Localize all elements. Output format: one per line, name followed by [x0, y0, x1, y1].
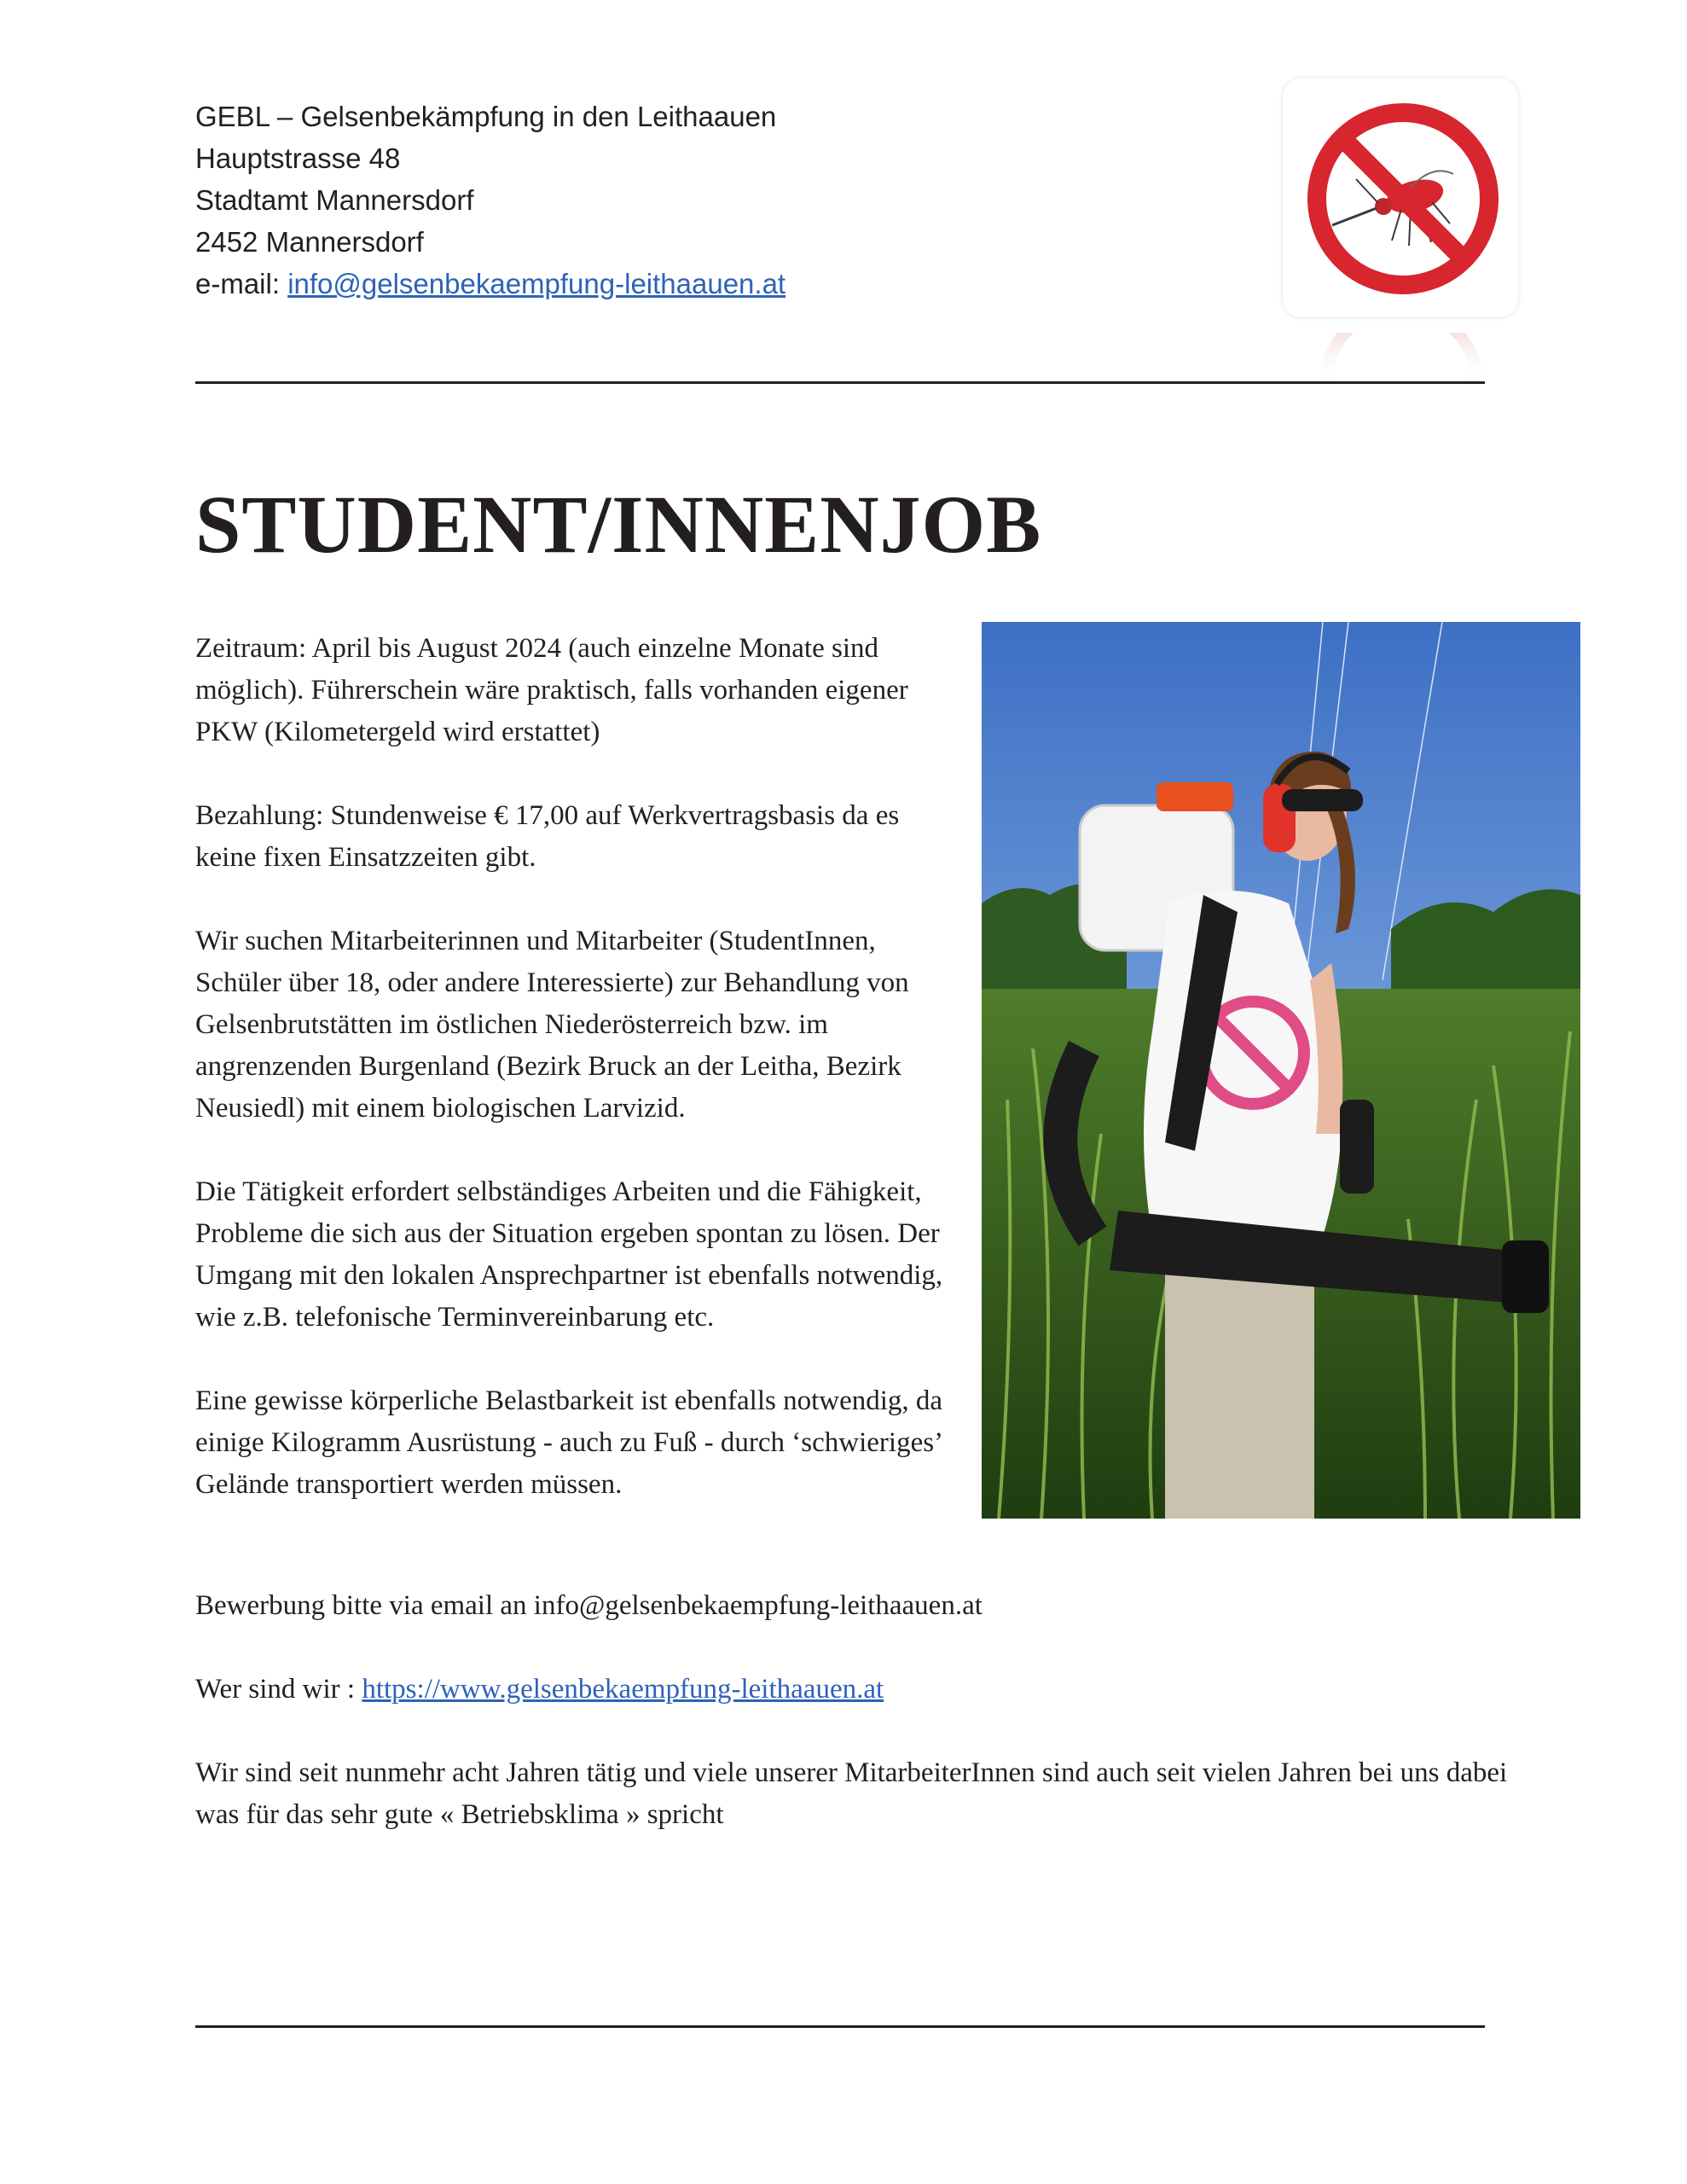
paragraph-bewerbung: Bewerbung bitte via email an info@gelsenbekaempfung-leithaauen.at [195, 1590, 983, 1621]
email-link[interactable]: info@gelsenbekaempfung-leithaauen.at [287, 268, 786, 299]
city-line: 2452 Mannersdorf [195, 226, 424, 258]
student-with-backpack-sprayer-photo [982, 622, 1580, 1519]
website-link[interactable]: https://www.gelsenbekaempfung-leithaauen.at [362, 1674, 884, 1705]
contact-section [195, 1585, 1509, 1878]
street-address: Hauptstrasse 48 [195, 142, 401, 174]
office-name: Stadtamt Mannersdorf [195, 184, 474, 216]
paragraph-wer [195, 1669, 1509, 1711]
paragraph-bezahlung: Bezahlung: Stundenweise € 17,00 auf Werkvertragsbasis da es keine fixen Einsatzzeiten gibt. [195, 800, 900, 873]
email-label: e-mail: [195, 268, 288, 299]
paragraph-zeitraum: Zeitraum: April bis August 2024 (auch einzelne Monate sind möglich). Führerschein wäre praktisch, falls vorhanden eigener PKW (Kilometergeld wird erstattet) [195, 633, 908, 747]
email-line [195, 263, 786, 305]
org-name: GEBL – Gelsenbekämpfung in den Leithaauen [195, 101, 777, 132]
header-divider [195, 381, 1485, 384]
paragraph-seit: Wir sind seit nunmehr acht Jahren tätig und viele unserer MitarbeiterInnen sind auch seit vielen Jahren bei uns dabei was für das sehr gute « Betriebsklima » spricht [195, 1757, 1508, 1830]
page-title: STUDENT/INNENJOB [195, 479, 1042, 570]
paragraph-taetigkeit: Die Tätigkeit erfordert selbständiges Arbeiten und die Fähigkeit, Probleme die sich aus der Situation ergeben spontan zu lösen. Der Umgang mit den lokalen Ansprechpartner ist ebenfalls notwendig, wie z.B. telefonische Terminvereinbarung etc. [195, 1176, 943, 1333]
no-mosquito-icon [1283, 78, 1518, 317]
wer-label: Wer sind wir : [195, 1674, 362, 1705]
paragraph-belastbarkeit: Eine gewisse körperliche Belastbarkeit ist ebenfalls notwendig, da einige Kilogramm Ausrüstung - auch zu Fuß - durch ‘schwieriges’ Gelände transportiert werden müssen. [195, 1385, 943, 1500]
paragraph-suche: Wir suchen Mitarbeiterinnen und Mitarbeiter (StudentInnen, Schüler über 18, oder andere Interessierte) zur Behandlung von Gelsenbrutstätten im östlichen Niederösterreich bzw. im angrenzenden Burgenland (Bezirk Bruck an der Leitha, Bezirk Neusiedl) mit einem biologischen Larvizid. [195, 926, 909, 1124]
job-description [195, 628, 963, 1548]
footer-divider [195, 2025, 1485, 2028]
logo-reflection [1318, 333, 1485, 384]
letterhead [195, 96, 786, 305]
logo [1283, 78, 1518, 317]
